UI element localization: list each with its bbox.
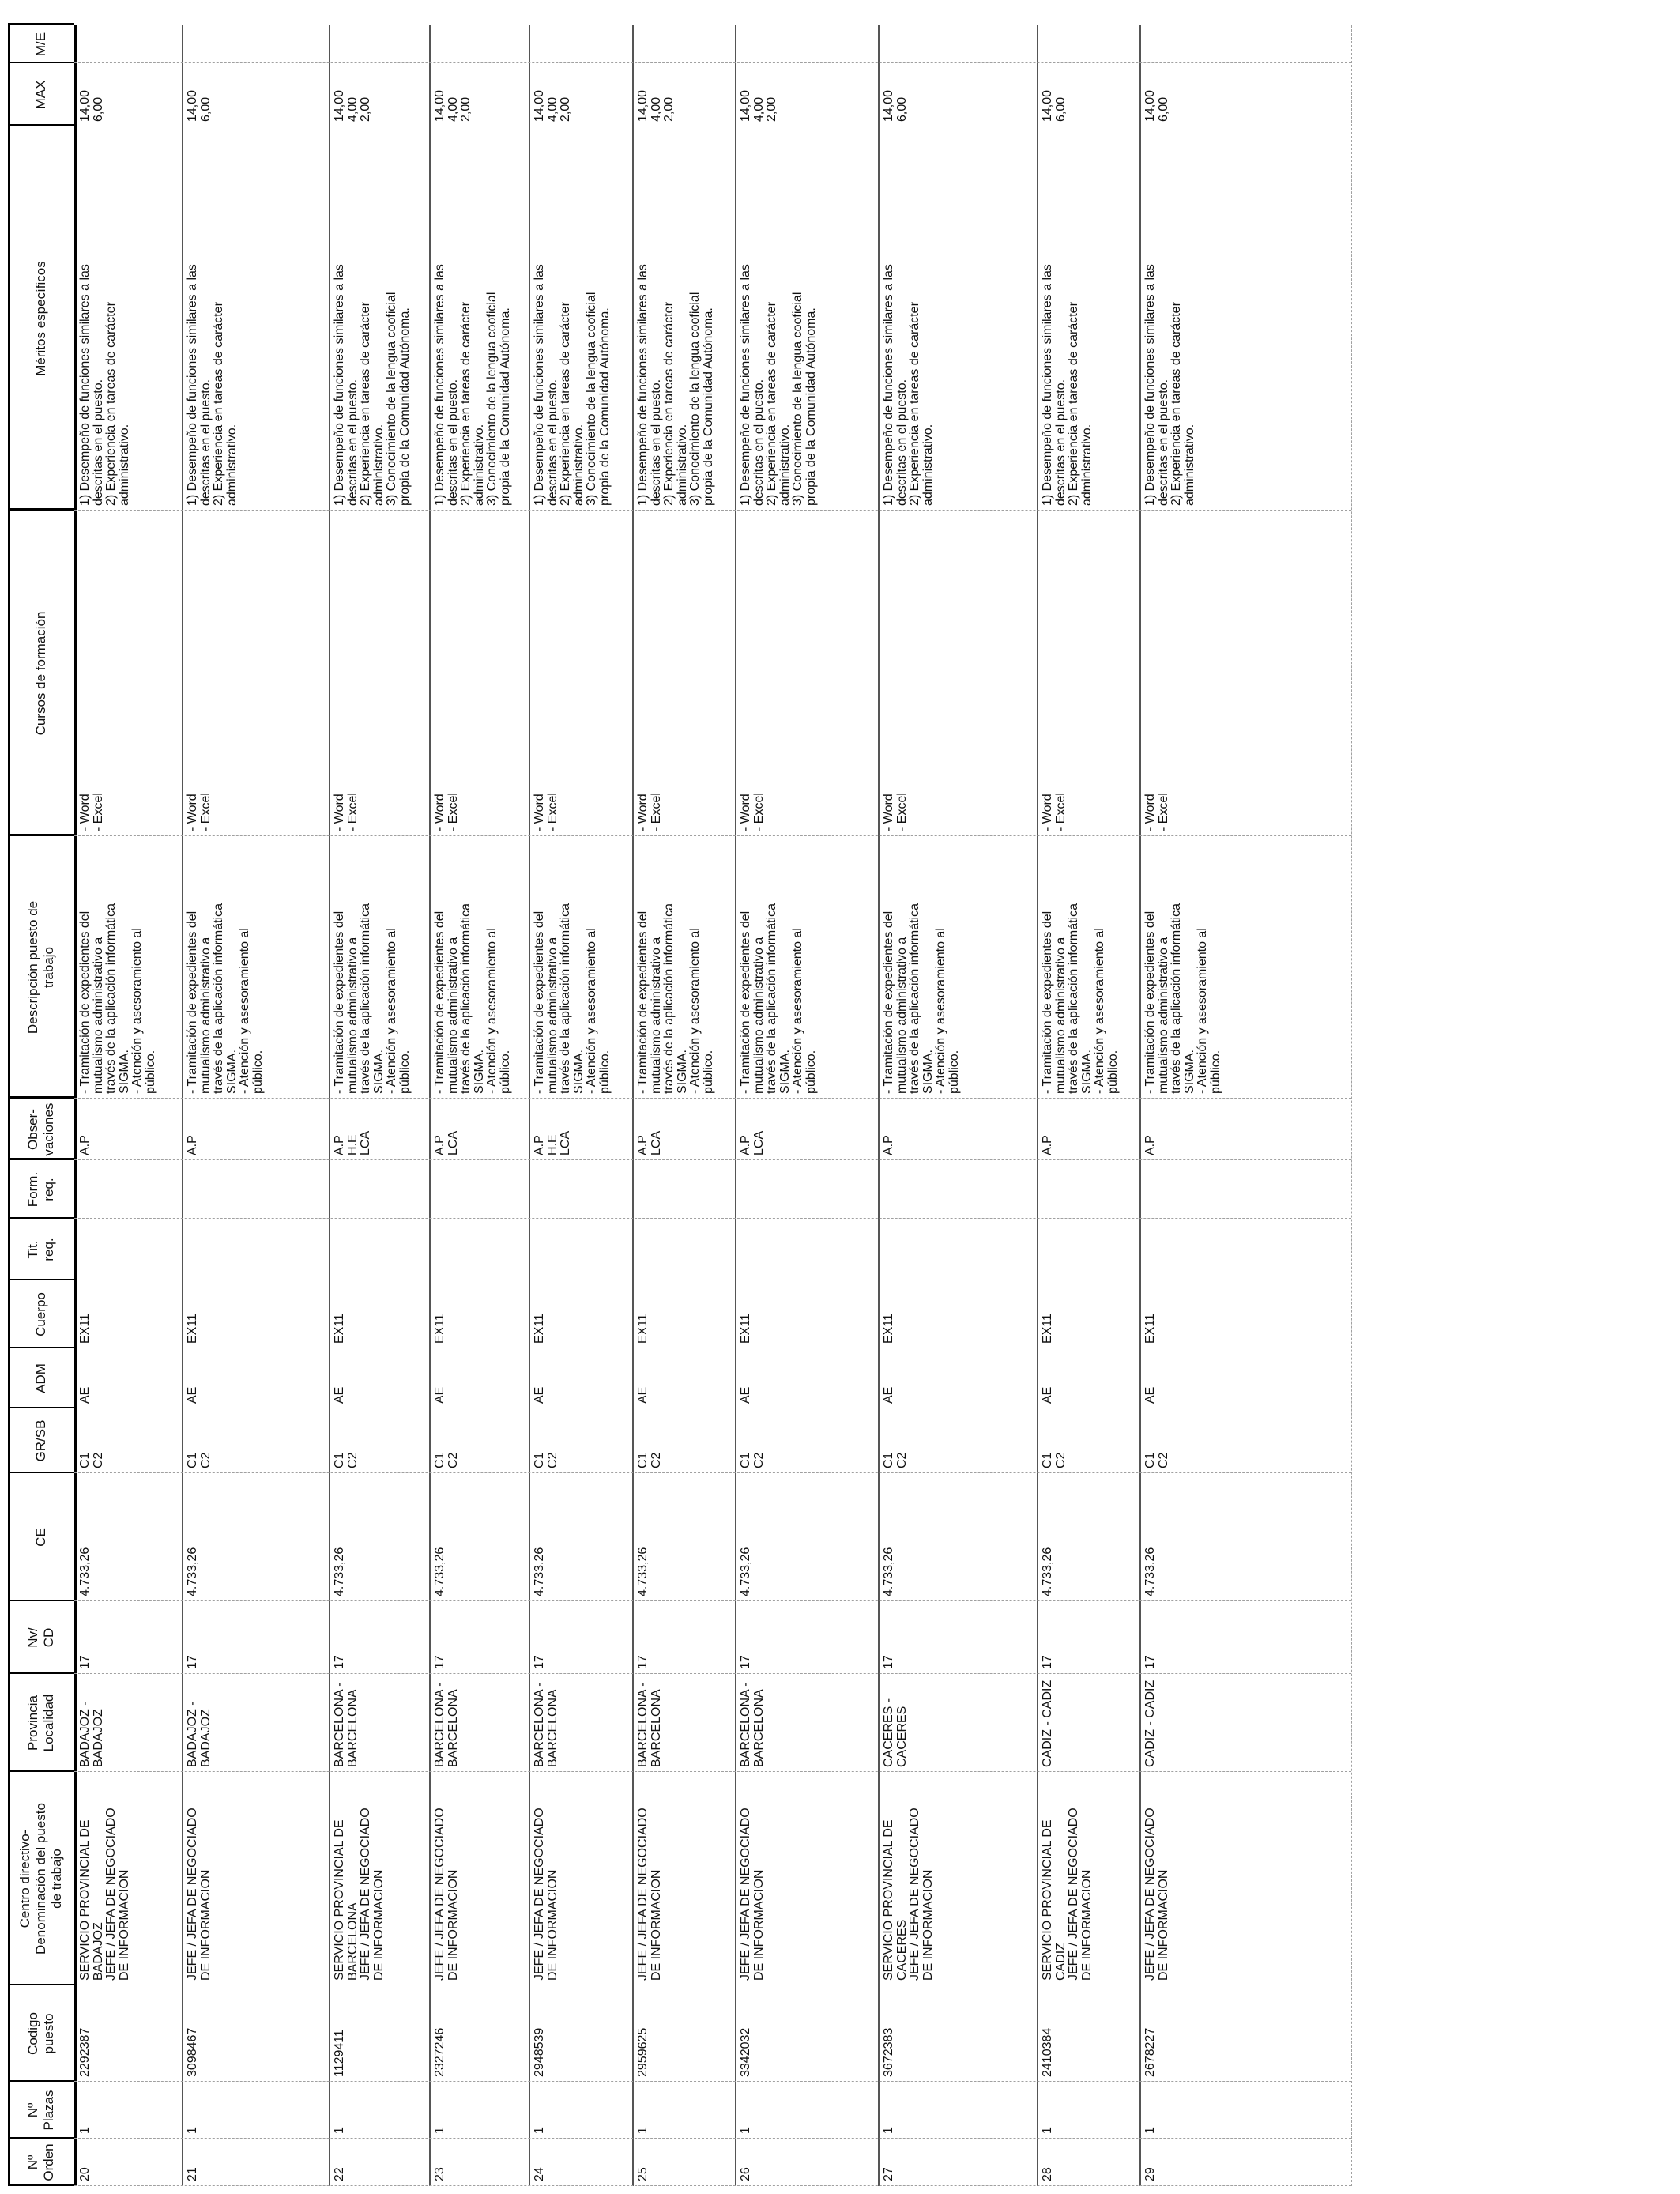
cell-ce: 4.733,26	[1041, 1547, 1054, 1596]
cell-nivel: 17	[533, 1655, 546, 1669]
cell-cursos: - Word - Excel	[533, 793, 559, 831]
cell-cursos: - Word - Excel	[1041, 793, 1068, 831]
header-cuerpo: Cuerpo	[33, 1292, 48, 1336]
cell-adm: AE	[78, 1386, 92, 1404]
cell-codigo: 3342032	[739, 2027, 752, 2077]
header-orden: Nº Orden	[25, 2143, 56, 2181]
header-cursos: Cursos de formación	[33, 611, 48, 736]
cell-grupo: C1 C2	[1041, 1452, 1068, 1468]
cell-centro: SERVICIO PROVINCIAL DE CADIZ JEFE / JEFA DE NEGOCIADO DE INFORMACION	[1041, 1808, 1094, 1981]
cell-descripcion: - Tramitación de expedientes del mutualismo administrativo a través de la aplicación informática SIGMA. - Atención y asesoramiento al público.	[78, 903, 157, 1094]
cell-me	[429, 25, 529, 63]
table-row	[74, 25, 182, 2186]
cell-provincia: BARCELONA - BARCELONA	[433, 1682, 460, 1767]
cell-grupo: C1 C2	[636, 1452, 663, 1468]
cell-formacion	[735, 1160, 878, 1219]
header-nivel: Nv/ CD	[25, 1627, 56, 1648]
column-rule	[8, 23, 74, 25]
column-rule	[8, 1217, 74, 1219]
row-rule	[329, 25, 330, 2186]
cell-titulacion	[429, 1219, 529, 1280]
column-rule	[74, 2138, 1351, 2139]
cell-titulacion	[182, 1219, 329, 1280]
cell-plazas: 1	[636, 2127, 650, 2134]
cell-cuerpo: EX11	[882, 1314, 895, 1344]
cell-max: 14,00 6,00	[882, 89, 909, 122]
cell-meritos: 1) Desempeño de funciones similares a las descritas en el puesto. 2) Experiencia en tareas de carácter administrativo. 3) Conocimiento de la lengua cooficial propia de la Comunidad Autónoma.	[333, 264, 412, 506]
cell-ce: 4.733,26	[739, 1547, 752, 1596]
cell-orden: 24	[533, 2167, 546, 2181]
cell-descripcion: - Tramitación de expedientes del mutualismo administrativo a través de la aplicación informática SIGMA. - Atención y asesoramiento al público.	[1143, 903, 1222, 1094]
cell-centro: JEFE / JEFA DE NEGOCIADO DE INFORMACION	[636, 1808, 663, 1981]
column-rule	[8, 1407, 74, 1408]
column-rule	[8, 1672, 74, 1674]
column-rule	[8, 1984, 74, 1985]
header-observaciones: Obser- vaciones	[25, 1103, 56, 1156]
cell-me	[529, 25, 632, 63]
cell-provincia: BARCELONA - BARCELONA	[739, 1682, 766, 1767]
cell-meritos: 1) Desempeño de funciones similares a las descritas en el puesto. 2) Experiencia en tareas de carácter administrativo.	[1143, 264, 1196, 506]
cell-provincia: CADIZ - CADIZ	[1041, 1679, 1054, 1767]
cell-cuerpo: EX11	[1041, 1314, 1054, 1344]
column-rule	[8, 1347, 74, 1348]
cell-me	[182, 25, 329, 63]
cell-cursos: - Word - Excel	[739, 793, 766, 831]
cell-grupo: C1 C2	[78, 1452, 105, 1468]
cell-observaciones: A.P	[1143, 1135, 1157, 1155]
cell-me	[632, 25, 735, 63]
cell-nivel: 17	[186, 1655, 199, 1669]
cell-ce: 4.733,26	[882, 1547, 895, 1596]
cell-orden: 26	[739, 2167, 752, 2181]
cell-ce: 4.733,26	[186, 1547, 199, 1596]
cell-observaciones: A.P LCA	[636, 1130, 663, 1155]
cell-orden: 27	[882, 2167, 895, 2181]
cell-formacion	[1139, 1160, 1351, 1219]
column-rule	[8, 2080, 74, 2082]
cell-max: 14,00 6,00	[78, 89, 105, 122]
cell-titulacion	[735, 1219, 878, 1280]
header-descripcion: Descripción puesto de trabajo	[25, 900, 56, 1035]
cell-meritos: 1) Desempeño de funciones similares a las descritas en el puesto. 2) Experiencia en tareas de carácter administrativo. 3) Conocimiento de la lengua cooficial propia de la Comunidad Autónoma.	[433, 264, 512, 506]
cell-max: 14,00 6,00	[1143, 89, 1170, 122]
cell-descripcion: - Tramitación de expedientes del mutualismo administrativo a través de la aplicación informática SIGMA. - Atención y asesoramiento al público.	[186, 903, 265, 1094]
cell-max: 14,00 4,00 2,00	[636, 89, 676, 122]
cell-grupo: C1 C2	[433, 1452, 460, 1468]
cell-codigo: 1129411	[333, 2030, 346, 2077]
cell-cursos: - Word - Excel	[882, 793, 909, 831]
cell-ce: 4.733,26	[636, 1547, 650, 1596]
row-rule	[632, 25, 634, 2186]
cell-max: 14,00 6,00	[186, 89, 213, 122]
cell-max: 14,00 4,00 2,00	[433, 89, 473, 122]
cell-adm: AE	[739, 1386, 752, 1404]
cell-meritos: 1) Desempeño de funciones similares a las descritas en el puesto. 2) Experiencia en tareas de carácter administrativo.	[78, 264, 131, 506]
cell-nivel: 17	[333, 1655, 346, 1669]
header-ce: CE	[33, 1528, 48, 1547]
column-rule	[8, 1158, 74, 1160]
cell-meritos: 1) Desempeño de funciones similares a las descritas en el puesto. 2) Experiencia en tareas de carácter administrativo. 3) Conocimiento de la lengua cooficial propia de la Comunidad Autónoma.	[533, 264, 612, 506]
cell-grupo: C1 C2	[739, 1452, 766, 1468]
cell-plazas: 1	[186, 2127, 199, 2134]
cell-adm: AE	[186, 1386, 199, 1404]
cell-codigo: 2327246	[433, 2027, 446, 2077]
cell-plazas: 1	[533, 2127, 546, 2134]
column-rule	[74, 1098, 1351, 1099]
header-provincia: Provincia Localidad	[25, 1694, 56, 1752]
row-rule	[1351, 25, 1352, 2186]
cell-adm: AE	[636, 1386, 650, 1404]
cell-descripcion: - Tramitación de expedientes del mutualismo administrativo a través de la aplicación informática SIGMA. - Atención y asesoramiento al público.	[333, 903, 412, 1094]
cell-plazas: 1	[882, 2127, 895, 2134]
cell-cursos: - Word - Excel	[333, 793, 360, 831]
column-rule	[74, 1600, 1351, 1601]
cell-observaciones: A.P	[78, 1135, 92, 1155]
cell-nivel: 17	[433, 1655, 446, 1669]
table-row	[529, 25, 632, 2186]
column-rule	[74, 62, 1351, 63]
column-rule	[74, 1771, 1351, 1772]
cell-ce: 4.733,26	[533, 1547, 546, 1596]
column-rule	[74, 835, 1351, 836]
cell-orden: 29	[1143, 2167, 1157, 2181]
positions-table	[8, 8, 1494, 2186]
cell-centro: SERVICIO PROVINCIAL DE CACERES JEFE / JEFA DE NEGOCIADO DE INFORMACION	[882, 1808, 935, 1981]
cell-cursos: - Word - Excel	[78, 793, 105, 831]
cell-centro: JEFE / JEFA DE NEGOCIADO DE INFORMACION	[533, 1808, 559, 1981]
column-rule	[8, 1770, 74, 1772]
cell-adm: AE	[1143, 1386, 1157, 1404]
table-row	[735, 25, 878, 2186]
cell-formacion	[1037, 1160, 1139, 1219]
cell-descripcion: - Tramitación de expedientes del mutualismo administrativo a través de la aplicación informática SIGMA. - Atención y asesoramiento al público.	[636, 903, 715, 1094]
cell-observaciones: A.P	[882, 1135, 895, 1155]
cell-cursos: - Word - Excel	[186, 793, 213, 831]
cell-grupo: C1 C2	[333, 1452, 360, 1468]
cell-nivel: 17	[882, 1655, 895, 1669]
cell-titulacion	[1037, 1219, 1139, 1280]
row-rule	[1139, 25, 1141, 2186]
cell-plazas: 1	[78, 2127, 92, 2134]
cell-formacion	[182, 1160, 329, 1219]
cell-plazas: 1	[333, 2127, 346, 2134]
table-row	[632, 25, 735, 2186]
cell-grupo: C1 C2	[186, 1452, 213, 1468]
cell-cuerpo: EX11	[636, 1314, 650, 1344]
row-rule	[1037, 25, 1038, 2186]
cell-max: 14,00 6,00	[1041, 89, 1068, 122]
column-rule	[8, 1600, 74, 1601]
header-plazas: Nº Plazas	[25, 2090, 56, 2131]
cell-me	[735, 25, 878, 63]
column-rule	[74, 2185, 1351, 2186]
cell-grupo: C1 C2	[533, 1452, 559, 1468]
table-row	[182, 25, 329, 2186]
cell-plazas: 1	[1041, 2127, 1054, 2134]
cell-me	[1139, 25, 1351, 63]
column-rule	[8, 2137, 74, 2139]
cell-descripcion: - Tramitación de expedientes del mutualismo administrativo a través de la aplicación informática SIGMA. - Atención y asesoramiento al público.	[433, 903, 512, 1094]
cell-cuerpo: EX11	[333, 1314, 346, 1344]
column-rule	[74, 2081, 1351, 2082]
cell-provincia: CADIZ - CADIZ	[1143, 1679, 1157, 1767]
cell-codigo: 2410384	[1041, 2027, 1054, 2077]
cell-max: 14,00 4,00 2,00	[533, 89, 572, 122]
cell-meritos: 1) Desempeño de funciones similares a las descritas en el puesto. 2) Experiencia en tareas de carácter administrativo. 3) Conocimiento de la lengua cooficial propia de la Comunidad Autónoma.	[739, 264, 818, 506]
cell-descripcion: - Tramitación de expedientes del mutualismo administrativo a través de la aplicación informática SIGMA. - Atención y asesoramiento al público.	[739, 903, 818, 1094]
cell-grupo: C1 C2	[1143, 1452, 1170, 1468]
cell-max: 14,00 4,00 2,00	[739, 89, 778, 122]
cell-adm: AE	[433, 1386, 446, 1404]
cell-provincia: BARCELONA - BARCELONA	[333, 1682, 360, 1767]
cell-plazas: 1	[739, 2127, 752, 2134]
row-rule	[735, 25, 736, 2186]
row-rule	[182, 25, 183, 2186]
column-rule	[8, 124, 74, 126]
header-titulacion: Tit. req.	[25, 1238, 56, 1261]
cell-titulacion	[529, 1219, 632, 1280]
cell-cuerpo: EX11	[1143, 1314, 1157, 1344]
cell-descripcion: - Tramitación de expedientes del mutualismo administrativo a través de la aplicación informática SIGMA. - Atención y asesoramiento al público.	[533, 903, 612, 1094]
cell-centro: JEFE / JEFA DE NEGOCIADO DE INFORMACION	[433, 1808, 460, 1981]
column-rule	[74, 1673, 1351, 1674]
cell-me	[1037, 25, 1139, 63]
cell-codigo: 2948539	[533, 2027, 546, 2077]
cell-formacion	[529, 1160, 632, 1219]
cell-cursos: - Word - Excel	[1143, 793, 1170, 831]
cell-nivel: 17	[636, 1655, 650, 1669]
table-row	[1037, 25, 1139, 2186]
cell-nivel: 17	[1041, 1655, 1054, 1669]
table-row	[429, 25, 529, 2186]
cell-codigo: 2678227	[1143, 2027, 1157, 2077]
cell-meritos: 1) Desempeño de funciones similares a las descritas en el puesto. 2) Experiencia en tareas de carácter administrativo.	[186, 264, 239, 506]
cell-orden: 25	[636, 2167, 650, 2181]
table-row	[329, 25, 429, 2186]
cell-titulacion	[632, 1219, 735, 1280]
header-grupo: GR/SB	[33, 1419, 48, 1462]
header-formacion: Form. req.	[25, 1171, 56, 1208]
column-rule	[8, 1096, 74, 1099]
cell-meritos: 1) Desempeño de funciones similares a las descritas en el puesto. 2) Experiencia en tareas de carácter administrativo.	[1041, 264, 1094, 506]
cell-codigo: 2959625	[636, 2027, 650, 2077]
cell-ce: 4.733,26	[433, 1547, 446, 1596]
column-rule	[74, 1472, 1351, 1473]
cell-ce: 4.733,26	[1143, 1547, 1157, 1596]
header-meritos: Méritos específicos	[33, 261, 48, 376]
cell-centro: SERVICIO PROVINCIAL DE BADAJOZ JEFE / JEFA DE NEGOCIADO DE INFORMACION	[78, 1808, 131, 1981]
cell-adm: AE	[333, 1386, 346, 1404]
cell-ce: 4.733,26	[333, 1547, 346, 1596]
table-row	[878, 25, 1037, 2186]
cell-observaciones: A.P LCA	[739, 1130, 766, 1155]
cell-descripcion: - Tramitación de expedientes del mutualismo administrativo a través de la aplicación informática SIGMA. - Atención y asesoramiento al público.	[1041, 903, 1120, 1094]
row-rule	[429, 25, 431, 2186]
cell-centro: JEFE / JEFA DE NEGOCIADO DE INFORMACION	[1143, 1808, 1170, 1981]
cell-titulacion	[74, 1219, 182, 1280]
cell-provincia: BADAJOZ - BADAJOZ	[78, 1701, 105, 1767]
cell-orden: 23	[433, 2167, 446, 2181]
cell-nivel: 17	[739, 1655, 752, 1669]
header-adm: ADM	[33, 1363, 48, 1393]
cell-cuerpo: EX11	[739, 1314, 752, 1344]
cell-provincia: CACERES - CACERES	[882, 1698, 909, 1767]
cell-me	[74, 25, 182, 63]
cell-orden: 20	[78, 2167, 92, 2181]
cell-adm: AE	[1041, 1386, 1054, 1404]
cell-formacion	[878, 1160, 1037, 1219]
cell-grupo: C1 C2	[882, 1452, 909, 1468]
table-row	[1139, 25, 1351, 2186]
column-rule	[8, 1472, 74, 1473]
cell-cuerpo: EX11	[186, 1314, 199, 1344]
cell-titulacion	[878, 1219, 1037, 1280]
cell-plazas: 1	[1143, 2127, 1157, 2134]
cell-ce: 4.733,26	[78, 1547, 92, 1596]
row-rule	[8, 25, 10, 2186]
cell-meritos: 1) Desempeño de funciones similares a las descritas en el puesto. 2) Experiencia en tareas de carácter administrativo.	[882, 264, 935, 506]
cell-orden: 28	[1041, 2167, 1054, 2181]
column-rule	[8, 1279, 74, 1280]
cell-provincia: BADAJOZ - BADAJOZ	[186, 1701, 213, 1767]
cell-max: 14,00 4,00 2,00	[333, 89, 372, 122]
cell-cursos: - Word - Excel	[433, 793, 460, 831]
row-rule	[529, 25, 530, 2186]
cell-adm: AE	[882, 1386, 895, 1404]
cell-meritos: 1) Desempeño de funciones similares a las descritas en el puesto. 2) Experiencia en tareas de carácter administrativo. 3) Conocimiento de la lengua cooficial propia de la Comunidad Autónoma.	[636, 264, 715, 506]
header-max: MAX	[33, 80, 48, 110]
cell-cursos: - Word - Excel	[636, 793, 663, 831]
cell-observaciones: A.P H.E LCA	[333, 1130, 372, 1155]
column-rule	[74, 1218, 1351, 1219]
column-rule	[8, 834, 74, 836]
column-rule	[74, 1159, 1351, 1160]
column-rule	[74, 510, 1351, 511]
cell-cuerpo: EX11	[78, 1314, 92, 1344]
cell-nivel: 17	[78, 1655, 92, 1669]
cell-provincia: BARCELONA - BARCELONA	[533, 1682, 559, 1767]
row-rule	[878, 25, 880, 2186]
cell-observaciones: A.P H.E LCA	[533, 1130, 572, 1155]
cell-codigo: 2292387	[78, 2027, 92, 2077]
cell-codigo: 3672383	[882, 2027, 895, 2077]
cell-me	[878, 25, 1037, 63]
cell-descripcion: - Tramitación de expedientes del mutualismo administrativo a través de la aplicación informática SIGMA. - Atención y asesoramiento al público.	[882, 903, 961, 1094]
cell-centro: JEFE / JEFA DE NEGOCIADO DE INFORMACION	[739, 1808, 766, 1981]
column-rule	[8, 62, 74, 63]
cell-cuerpo: EX11	[533, 1314, 546, 1344]
cell-cuerpo: EX11	[433, 1314, 446, 1344]
cell-plazas: 1	[433, 2127, 446, 2134]
row-rule	[74, 25, 77, 2186]
cell-centro: JEFE / JEFA DE NEGOCIADO DE INFORMACION	[186, 1808, 213, 1981]
cell-formacion	[74, 1160, 182, 1219]
cell-titulacion	[329, 1219, 429, 1280]
cell-nivel: 17	[1143, 1655, 1157, 1669]
cell-titulacion	[1139, 1219, 1351, 1280]
header-centro: Centro directivo- Denominación del puesto de trabajo	[17, 1803, 64, 1955]
cell-observaciones: A.P	[1041, 1135, 1054, 1155]
column-rule	[8, 2184, 74, 2186]
cell-adm: AE	[533, 1386, 546, 1404]
cell-codigo: 3098467	[186, 2027, 199, 2077]
cell-orden: 22	[333, 2167, 346, 2181]
cell-provincia: BARCELONA - BARCELONA	[636, 1682, 663, 1767]
column-rule	[8, 508, 74, 511]
cell-formacion	[632, 1160, 735, 1219]
header-me: M/E	[33, 32, 48, 57]
cell-me	[329, 25, 429, 63]
cell-formacion	[429, 1160, 529, 1219]
header-codigo: Codigo puesto	[25, 2012, 56, 2055]
cell-observaciones: A.P	[186, 1135, 199, 1155]
cell-centro: SERVICIO PROVINCIAL DE BARCELONA JEFE / JEFA DE NEGOCIADO DE INFORMACION	[333, 1808, 386, 1981]
cell-orden: 21	[186, 2167, 199, 2181]
cell-formacion	[329, 1160, 429, 1219]
cell-observaciones: A.P LCA	[433, 1130, 460, 1155]
